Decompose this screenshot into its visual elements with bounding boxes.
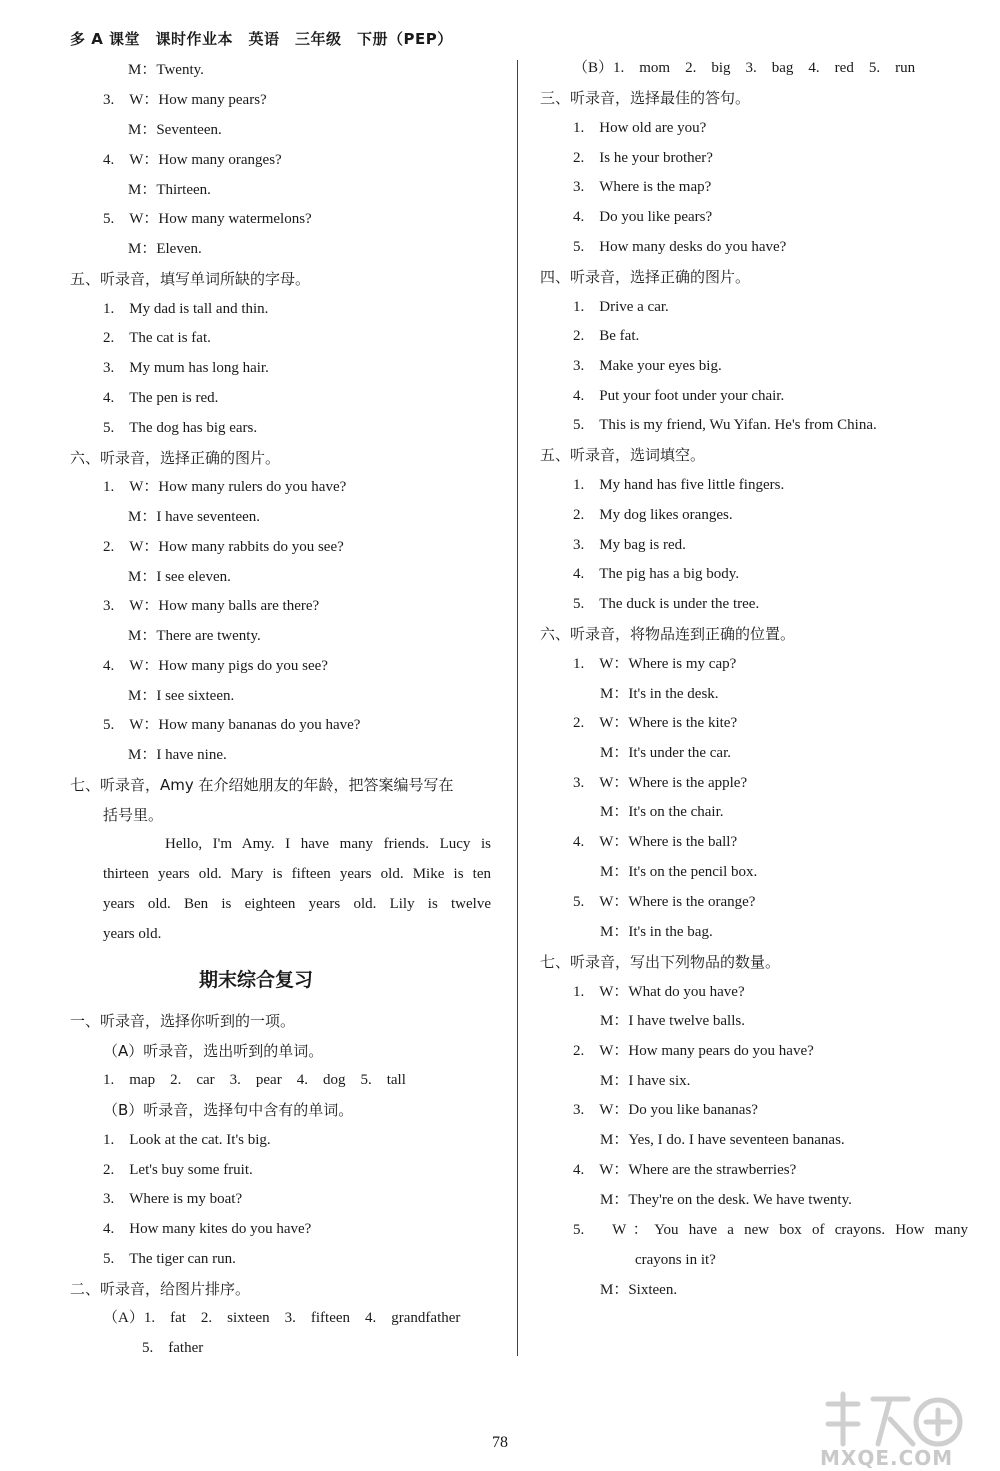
section-heading: 六、听录音，将物品连到正确的位置。 xyxy=(540,625,796,643)
answer-line: M：I have twelve balls. xyxy=(600,1013,745,1029)
answer-line: 1. W：How many rulers do you have? xyxy=(103,479,347,495)
column-divider xyxy=(517,60,518,1356)
answer-line: M：I have seventeen. xyxy=(128,509,261,525)
answer-line: M：I have nine. xyxy=(128,747,227,763)
answer-line: 1. map 2. car 3. pear 4. dog 5. tall xyxy=(103,1072,406,1088)
answer-line: M：Thirteen. xyxy=(128,182,211,198)
section-heading: 四、听录音，选择正确的图片。 xyxy=(540,268,751,286)
answer-line: M：Yes, I do. I have seventeen bananas. xyxy=(600,1132,845,1148)
answer-line: 3. Where is my boat? xyxy=(103,1191,243,1207)
paragraph-line: years old. Ben is eighteen years old. Lily is twelve xyxy=(103,896,491,912)
answer-line: 3. My mum has long hair. xyxy=(103,360,269,376)
answer-line: M：Seventeen. xyxy=(128,122,222,138)
answer-line: 1. Drive a car. xyxy=(573,299,669,315)
answer-line: 2. W：Where is the kite? xyxy=(573,715,738,731)
answer-line: 1. My dad is tall and thin. xyxy=(103,301,269,317)
answer-line: M：I have six. xyxy=(600,1073,691,1089)
paragraph-line: thirteen years old. Mary is fifteen years old. Mike is ten xyxy=(103,866,491,882)
answer-line: M：There are twenty. xyxy=(128,628,261,644)
answer-line: 2. My dog likes oranges. xyxy=(573,507,733,523)
answer-line: 2. W：How many rabbits do you see? xyxy=(103,539,344,555)
subsection-heading: （B）听录音，选择句中含有的单词。 xyxy=(103,1101,354,1119)
answer-line: 5. The dog has big ears. xyxy=(103,420,258,436)
page-header: 多 A 课堂 课时作业本 英语 三年级 下册（PEP） xyxy=(70,30,453,48)
answer-line: 4. W：How many pigs do you see? xyxy=(103,658,328,674)
answer-line: 3. My bag is red. xyxy=(573,537,686,553)
section-heading: 一、听录音，选择你听到的一项。 xyxy=(70,1012,296,1030)
answer-line: 2. Let's buy some fruit. xyxy=(103,1162,253,1178)
answer-line: 5. W：You have a new box of crayons. How many xyxy=(573,1222,968,1238)
section-heading-cont: 括号里。 xyxy=(103,806,164,824)
answer-line: M：I see eleven. xyxy=(128,569,231,585)
answer-line: 1. W：Where is my cap? xyxy=(573,656,737,672)
paragraph-line: Hello, I'm Amy. I have many friends. Lucy is xyxy=(165,836,491,852)
answer-line: M：I see sixteen. xyxy=(128,688,235,704)
answer-line: 5. W：How many bananas do you have? xyxy=(103,717,361,733)
answer-line: 2. Is he your brother? xyxy=(573,150,713,166)
answer-line: 5. W：Where is the orange? xyxy=(573,894,756,910)
paragraph-line: years old. xyxy=(103,926,162,942)
answer-line: M：It's under the car. xyxy=(600,745,732,761)
answer-line: 5. The tiger can run. xyxy=(103,1251,236,1267)
answer-line: M：Twenty. xyxy=(128,62,204,78)
answer-line: M：It's in the desk. xyxy=(600,686,719,702)
answer-line: （B）1. mom 2. big 3. bag 4. red 5. run xyxy=(573,60,916,76)
answer-line: （A）1. fat 2. sixteen 3. fifteen 4. grandfather xyxy=(103,1310,461,1326)
answer-line: 5. father xyxy=(142,1340,204,1356)
answer-line: 4. W：Where are the strawberries? xyxy=(573,1162,797,1178)
answer-line: M：Eleven. xyxy=(128,241,202,257)
answer-line: 4. W：How many oranges? xyxy=(103,152,282,168)
answer-line: 4. Put your foot under your chair. xyxy=(573,388,785,404)
answer-line: 2. Be fat. xyxy=(573,328,640,344)
answer-line: 3. Make your eyes big. xyxy=(573,358,722,374)
answer-line: M：Sixteen. xyxy=(600,1282,678,1298)
answer-line: 2. The cat is fat. xyxy=(103,330,211,346)
answer-line: M：It's on the pencil box. xyxy=(600,864,758,880)
answer-line: 3. W：Where is the apple? xyxy=(573,775,748,791)
section-heading: 五、听录音，选词填空。 xyxy=(540,446,706,464)
review-title: 期末综合复习 xyxy=(198,969,313,991)
answer-line: 4. The pig has a big body. xyxy=(573,566,740,582)
answer-line: 5. The duck is under the tree. xyxy=(573,596,760,612)
subsection-heading: （A）听录音，选出听到的单词。 xyxy=(103,1042,324,1060)
answer-line: 4. How many kites do you have? xyxy=(103,1221,312,1237)
watermark-text: MXQE.COM xyxy=(820,1446,954,1470)
answer-line: 2. W：How many pears do you have? xyxy=(573,1043,814,1059)
answer-line: 1. How old are you? xyxy=(573,120,707,136)
answer-line: 4. Do you like pears? xyxy=(573,209,713,225)
answer-line: 5. W：How many watermelons? xyxy=(103,211,312,227)
section-heading: 五、听录音，填写单词所缺的字母。 xyxy=(70,270,311,288)
section-heading: 七、听录音，Amy 在介绍她朋友的年龄，把答案编号写在 xyxy=(70,776,454,794)
answer-line: 3. W：How many pears? xyxy=(103,92,267,108)
answer-line: 3. W：Do you like bananas? xyxy=(573,1102,758,1118)
answer-line: 5. This is my friend, Wu Yifan. He's from China. xyxy=(573,417,877,433)
answer-line: 1. My hand has five little fingers. xyxy=(573,477,785,493)
section-heading: 三、听录音，选择最佳的答句。 xyxy=(540,89,751,107)
answer-line: 3. Where is the map? xyxy=(573,179,712,195)
section-heading: 七、听录音，写出下列物品的数量。 xyxy=(540,953,781,971)
answer-line: 1. Look at the cat. It's big. xyxy=(103,1132,271,1148)
section-heading: 二、听录音，给图片排序。 xyxy=(70,1280,251,1298)
answer-line: 3. W：How many balls are there? xyxy=(103,598,320,614)
section-heading: 六、听录音，选择正确的图片。 xyxy=(70,449,281,467)
answer-line: 1. W：What do you have? xyxy=(573,984,745,1000)
page-number: 78 xyxy=(492,1434,508,1451)
answer-line: 4. The pen is red. xyxy=(103,390,219,406)
answer-line: M：It's in the bag. xyxy=(600,924,713,940)
answer-line: 4. W：Where is the ball? xyxy=(573,834,738,850)
answer-line: M：It's on the chair. xyxy=(600,804,724,820)
answer-line: M：They're on the desk. We have twenty. xyxy=(600,1192,852,1208)
answer-line: crayons in it? xyxy=(635,1252,716,1268)
answer-line: 5. How many desks do you have? xyxy=(573,239,787,255)
